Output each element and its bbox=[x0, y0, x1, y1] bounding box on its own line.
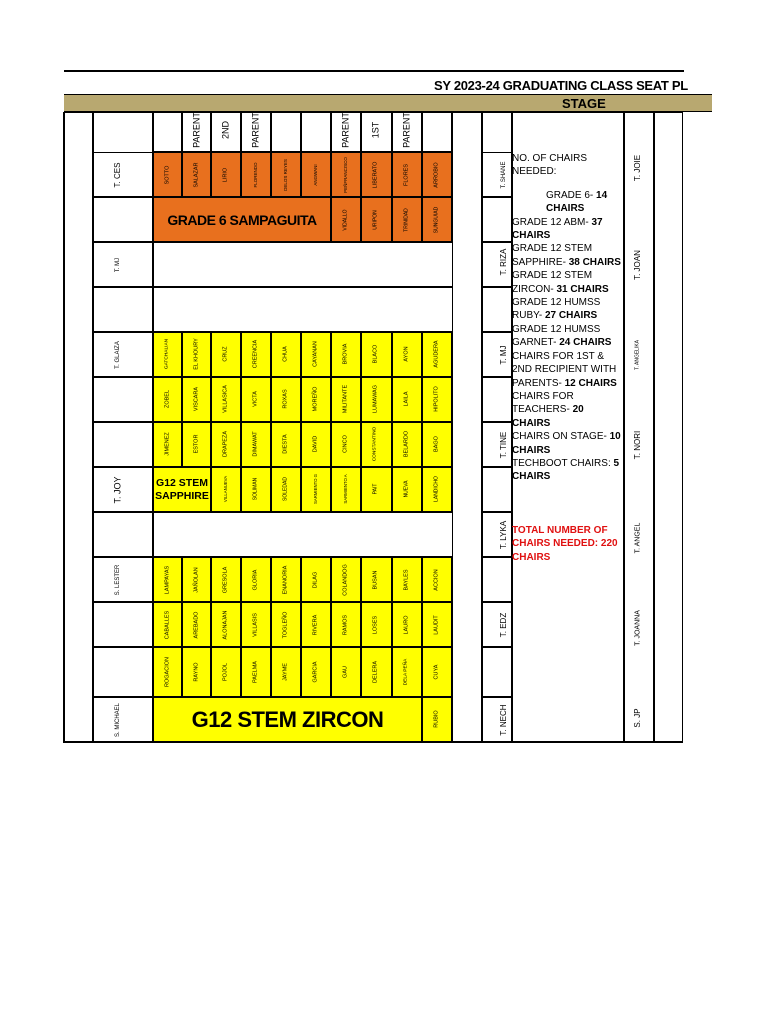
student-name: VILLASICA bbox=[222, 385, 229, 413]
student-name: LAUDIT bbox=[433, 614, 440, 635]
student-name: MOREÑO bbox=[312, 386, 319, 412]
notes-intro: NO. OF CHAIRS NEEDED: bbox=[512, 153, 588, 178]
notes-item-value: 5 CHAIRS bbox=[512, 457, 620, 483]
student-name: BAGO bbox=[433, 436, 440, 452]
notes-item-value: 20 CHAIRS bbox=[512, 404, 584, 429]
left-row-cell bbox=[93, 512, 153, 557]
student-name: DRAPEZA bbox=[222, 431, 229, 457]
student-name: JIMENEZ bbox=[164, 432, 171, 456]
student-name: VISCARA bbox=[193, 386, 200, 412]
left-row-cell bbox=[93, 152, 153, 197]
right-inner-cell bbox=[482, 467, 512, 512]
student-name: JAYME bbox=[282, 663, 289, 681]
student-name: BELARDO bbox=[403, 430, 410, 458]
left-row-cell bbox=[93, 602, 153, 647]
top-header-label: 1ST bbox=[370, 121, 381, 139]
student-name: PAIT bbox=[372, 483, 379, 495]
student-name: LAILA bbox=[403, 391, 410, 407]
top-header-label: PARENT bbox=[401, 112, 412, 148]
left-row-cell bbox=[93, 467, 153, 512]
student-name: ACCION bbox=[433, 568, 440, 591]
right-teacher-label: T. ANGELIKA bbox=[634, 339, 641, 371]
student-name: BROVIA bbox=[342, 343, 349, 365]
notes-item-value: 38 CHAIRS bbox=[568, 256, 621, 268]
student-name: DELOS REYES bbox=[282, 159, 288, 191]
right-teacher-label: S. JP bbox=[633, 708, 642, 728]
left-teacher-label: T. CES bbox=[113, 162, 122, 188]
sapphire-block-label: G12 STEM SAPPHIRE bbox=[153, 467, 211, 512]
student-name: DELA PEÑA bbox=[403, 658, 409, 686]
student-name: LOSES bbox=[372, 615, 379, 634]
right-teacher-label: T. JOAN bbox=[633, 250, 642, 280]
student-name: SUNGUIAD bbox=[433, 206, 440, 234]
student-name: LUMAWAG bbox=[372, 384, 379, 414]
top-header-label: PARENT bbox=[340, 112, 351, 148]
notes-items bbox=[512, 189, 624, 484]
header-cell bbox=[422, 112, 452, 152]
student-name: BLACO bbox=[372, 344, 379, 364]
student-name: SOLEDAD bbox=[282, 477, 289, 501]
left-row-cell bbox=[93, 287, 153, 332]
student-name: GRESOLA bbox=[222, 566, 229, 593]
top-header-label: PARENT bbox=[250, 112, 261, 148]
notes-item bbox=[512, 216, 624, 243]
student-name: LAURO bbox=[403, 615, 410, 634]
student-name: SALAZAR bbox=[193, 162, 200, 188]
right-teacher-label: T. JOIE bbox=[633, 154, 642, 182]
student-name: DAVID bbox=[312, 435, 319, 453]
student-name: ARROBIO bbox=[433, 162, 440, 188]
student-name: DILAG bbox=[312, 571, 319, 588]
notes-item-label: GRADE 12 STEM SAPPHIRE- bbox=[512, 243, 593, 268]
left-teacher-label: S. LESTER bbox=[115, 564, 121, 596]
student-name: AYON bbox=[403, 346, 410, 362]
student-name: CREENCIA bbox=[252, 339, 259, 369]
right-teacher-label: T. ANGEL bbox=[634, 522, 642, 554]
student-name: ROGACION bbox=[164, 657, 171, 687]
top-header-label: PARENT bbox=[191, 112, 202, 148]
student-name: GAU bbox=[342, 666, 349, 678]
notes-total: TOTAL NUMBER OF CHAIRS NEEDED: 220 CHAIRS bbox=[512, 524, 618, 563]
student-name: CINCO bbox=[342, 435, 349, 453]
student-name: MILITANTE bbox=[342, 384, 349, 414]
right-teacher-label: T. TINE bbox=[499, 431, 508, 459]
notes-item-label: GRADE 6- bbox=[546, 189, 597, 201]
right-inner-cell bbox=[482, 377, 512, 422]
notes-item-label: CHAIRS ON STAGE- bbox=[512, 431, 610, 443]
student-name: BAYLES bbox=[403, 569, 410, 590]
header-cell bbox=[271, 112, 301, 152]
stage-label: STAGE bbox=[562, 96, 606, 111]
left-edge-column bbox=[63, 112, 93, 743]
left-row-cell bbox=[93, 197, 153, 242]
notes-item bbox=[512, 390, 624, 430]
student-name: VICTA bbox=[252, 391, 259, 407]
student-name: RIVERA bbox=[312, 614, 319, 635]
notes-item-label: GRADE 12 HUMSS GARNET- bbox=[512, 323, 601, 349]
notes-item bbox=[512, 189, 624, 216]
notes-item bbox=[512, 296, 624, 323]
notes-item-label: TECHBOOT CHAIRS: bbox=[512, 457, 614, 469]
right-inner-cell bbox=[482, 557, 512, 602]
right-inner-cell bbox=[482, 287, 512, 332]
student-name: LIBERATO bbox=[372, 161, 379, 189]
left-teacher-label: S. MICHAEL bbox=[115, 702, 121, 738]
header-cell bbox=[301, 112, 331, 152]
student-name: TOGLEÑO bbox=[282, 611, 289, 638]
student-name: NUEVA bbox=[403, 480, 410, 498]
student-name: GATCHALIAN bbox=[164, 338, 170, 370]
right-teacher-label: T. JOANNA bbox=[634, 610, 642, 646]
student-name: CHUA bbox=[282, 346, 289, 362]
header-cell bbox=[153, 112, 182, 152]
notes-item bbox=[512, 323, 624, 350]
student-name: CONSTANTINO bbox=[372, 426, 378, 462]
student-name: CRUZ bbox=[222, 346, 229, 362]
right-teacher-label: T. NORI bbox=[633, 430, 642, 460]
student-name: PAELMA bbox=[252, 661, 259, 683]
student-name: FLORES bbox=[403, 163, 410, 187]
student-name: COLANDOG bbox=[342, 563, 349, 596]
student-name: DIESTA bbox=[282, 434, 289, 454]
student-name: TRINIDAD bbox=[403, 208, 410, 232]
notes-item bbox=[512, 242, 624, 269]
right-inner-cell bbox=[482, 647, 512, 697]
notes-item-label: CHAIRS FOR 1ST & 2ND RECIPIENT WITH PARENTS- bbox=[512, 350, 617, 389]
empty-row bbox=[153, 287, 453, 332]
left-row-cell bbox=[93, 377, 153, 422]
student-name: SOLIMAN bbox=[252, 477, 259, 501]
student-name: PEÑFRANCISCO bbox=[342, 157, 348, 193]
notes-item bbox=[512, 350, 624, 390]
notes-item-value: 12 CHAIRS bbox=[564, 377, 617, 389]
student-name: URIPON bbox=[372, 210, 379, 230]
right-edge-column bbox=[654, 112, 683, 743]
notes-item-value: 24 CHAIRS bbox=[559, 337, 612, 349]
top-header-label: 2ND bbox=[220, 120, 231, 140]
right-inner-cell bbox=[482, 197, 512, 242]
notes-item-value: 14 CHAIRS bbox=[546, 189, 608, 215]
student-name: SARMIENTO G bbox=[312, 473, 318, 505]
student-name: AREBADO bbox=[193, 611, 200, 638]
empty-row bbox=[153, 242, 453, 287]
student-name: ENANORIA bbox=[282, 565, 289, 594]
student-name: LANDICHO bbox=[433, 476, 440, 502]
student-name: JAÑOLAN bbox=[193, 566, 200, 593]
notes-item bbox=[512, 269, 624, 296]
student-name: CABALLES bbox=[164, 610, 171, 639]
right-teacher-label: T. MJ bbox=[499, 345, 508, 365]
notes-item-value: 27 CHAIRS bbox=[544, 310, 598, 322]
student-name: RAMOS bbox=[342, 614, 349, 635]
zircon-block-label: G12 STEM ZIRCON bbox=[153, 697, 422, 742]
student-name: VIDALLO bbox=[342, 209, 349, 231]
student-name: BUSAN bbox=[372, 570, 379, 589]
student-name: AGUDERA bbox=[433, 340, 440, 368]
student-name: DIMAWAT bbox=[252, 431, 259, 457]
right-teacher-label: T. RIZA bbox=[499, 248, 508, 276]
student-name: GLORIA bbox=[252, 569, 259, 590]
left-row-cell bbox=[93, 697, 153, 742]
student-name: LIRIO bbox=[222, 167, 229, 183]
student-name: GARCIA bbox=[312, 661, 319, 683]
student-name: EL KHOURY bbox=[193, 338, 200, 370]
student-name: ROXAS bbox=[282, 389, 289, 409]
right-teacher-label: T. EDZ bbox=[499, 612, 508, 638]
notes-item-label: GRADE 12 ABM- bbox=[512, 216, 592, 228]
aisle-column bbox=[452, 112, 482, 743]
student-name: RAYNO bbox=[193, 662, 200, 682]
grade6-block-label: GRADE 6 SAMPAGUITA bbox=[153, 197, 331, 242]
student-name: ALONAJAN bbox=[222, 609, 229, 640]
right-outer-column bbox=[624, 112, 654, 743]
notes-item bbox=[512, 430, 624, 457]
notes-item-label: GRADE 12 STEM ZIRCON- bbox=[512, 270, 593, 295]
left-teacher-label: T. JOY bbox=[112, 476, 123, 504]
student-name: ANGWANI bbox=[312, 164, 318, 186]
student-name: SOTTO bbox=[164, 165, 171, 185]
student-name: HIPOLITO bbox=[433, 386, 440, 412]
right-teacher-label: T. SHANE bbox=[501, 161, 507, 189]
notes-item bbox=[512, 457, 624, 484]
student-name: ZOBEL bbox=[164, 389, 171, 409]
left-row-cell bbox=[93, 332, 153, 377]
left-teacher-label: T. MJ bbox=[115, 257, 121, 273]
notes-item-label: CHAIRS FOR TEACHERS- bbox=[512, 390, 574, 416]
empty-row bbox=[153, 512, 453, 557]
notes-item-value: 31 CHAIRS bbox=[556, 283, 609, 295]
student-name: CAYANAN bbox=[312, 341, 319, 367]
student-name: FLORENDO bbox=[252, 162, 258, 188]
student-name: VILLANUEVA bbox=[222, 475, 228, 503]
right-inner-cell bbox=[482, 152, 512, 197]
student-name: VILLASIS bbox=[252, 612, 259, 637]
student-name: ESTOR bbox=[193, 434, 200, 454]
student-name: LAMPAYAS bbox=[164, 565, 171, 594]
right-teacher-label: T. LYKA bbox=[499, 520, 508, 550]
notes-item-value: 10 CHAIRS bbox=[512, 431, 621, 456]
student-name: RUBIO bbox=[433, 710, 440, 728]
left-row-cell bbox=[93, 242, 153, 287]
notes-item-value: 37 CHAIRS bbox=[512, 216, 603, 242]
student-name: CUYA bbox=[433, 664, 440, 680]
left-teacher-label: T. GLAIZA bbox=[115, 341, 121, 369]
student-name: DELERA bbox=[372, 660, 379, 684]
left-row-cell bbox=[93, 422, 153, 467]
left-row-cell bbox=[93, 557, 153, 602]
student-name: SARMIENTO A bbox=[342, 474, 348, 504]
student-name: POJOL bbox=[222, 662, 229, 682]
left-row-cell bbox=[93, 647, 153, 697]
right-teacher-label: T. NECH bbox=[499, 704, 508, 736]
notes-item-label: GRADE 12 HUMSS RUBY- bbox=[512, 297, 601, 322]
chair-count-notes bbox=[512, 152, 624, 564]
sheet-title: SY 2023-24 GRADUATING CLASS SEAT PL bbox=[434, 78, 688, 93]
